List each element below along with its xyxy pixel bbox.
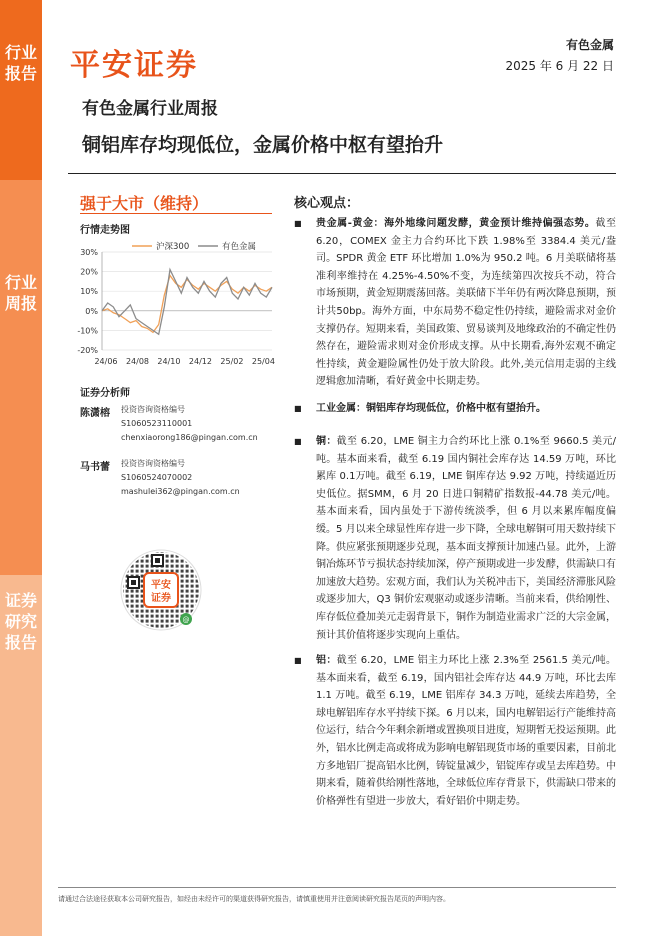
chart-series-line [102,276,272,333]
point-industrial-metals [316,400,616,418]
qr-logo-text: 平安 [151,580,171,591]
side-label-securities-research: 证券研究报告 [4,591,37,652]
footer-disclaimer: 请通过合法途径获取本公司研究报告，如经由未经许可的渠道获得研究报告，请慎重使用并注意阅读研究报告尾页的声明内容。 [58,895,450,903]
chart-y-ticks [77,248,98,355]
bullet-icon: ■ [294,656,302,665]
point-body: 截至 6.20，LME 铜主力合约环比上涨 0.1%至 9660.5 美元/吨。基本面来看，截至 6.19 国内铜社会库存达 14.59 万吨，环比累库 0.1万吨。截至 6.19，LME 铜库存达 9.92 万吨，持续逼近历史低位。据SMM，6 月 20 日进口铜精矿指数报-44.78 美元/吨。基本面来看，国内虽处于下游传统淡季，但 6 月以来累库幅度偏缓。5 月以来全球显性库存进一步下降，全球电解铜可用天数持续下降。供应紧张预期逐步兑现，基本面支撑预计加速凸显。此外，上游铜冶炼环节亏损状态持续加深，停产预期或进一步发酵，供需缺口有加速放大趋势。宏观方面，我们认为关税冲击下，美国经济滞胀风险或逐步加大，Q3 铜价宏观驱动或逐步清晰。当前来看，供给刚性、库存低位叠加美元走弱背景下，铜作为制造业需求广泛的大宗金属，预计其价值将逐步实现向上重估。 [316,436,616,641]
bullet-icon: ■ [294,219,302,228]
chart-x-tick-label: 24/08 [125,357,150,366]
point-head: 工业金属：铜铝库存均现低位，价格中枢有望抬升。 [316,403,546,414]
chart-y-tick-label: -20% [77,346,98,355]
point-aluminum [316,652,616,810]
title-divider [68,173,616,174]
point-copper [316,433,616,644]
chart-x-tick-label: 24/06 [94,357,118,366]
chart-legend-label: 有色金属 [222,242,257,252]
analyst-cert-no: S1060523110001 [121,419,193,428]
chart-x-tick-label: 24/10 [157,357,181,366]
point-head: 铜： [316,436,337,447]
chart-series-line [102,270,272,335]
chart-lines [102,270,272,335]
report-date: 2025 年 6 月 22 日 [505,59,614,73]
point-body: 截至 6.20，LME 铝主力环比上涨 2.3%至 2561.5 美元/吨。基本面来看，截至 6.19，国内铝社会库存达 44.9 万吨，环比去库 1.1 万吨。截至 6.19，LME 铝库存 34.3 万吨，延续去库趋势，全球电解铝库存水平持续下探。6 月以来，国内电解铝运行产能维持高位运行，结合今年剩余新增或置换项目进度，短期暂无投运预期。此外，铝水比例走高或将成为影响电解铝现货市场的重要因素，目前北方多地铝厂提高铝水比例，铸锭量减少，铝锭库存或呈去库趋势。中期来看，随着供给刚性落地，全球低位库存背景下，供需缺口带来的价格弹性有望进一步放大，看好铝价中期走势。 [316,655,616,807]
brand-logo: 平安证券 [70,48,198,83]
report-type: 有色金属行业周报 [82,99,218,119]
qr-logo-text: 证券 [151,593,171,604]
chart-x-tick-label: 25/02 [220,357,244,366]
side-label-industry-report: 行业报告 [4,43,37,83]
qr-code-icon [120,549,202,631]
core-views-title: 核心观点： [294,196,360,211]
chart-y-tick-label: 20% [80,267,98,277]
analyst-cert-no: S1060524070002 [121,473,193,482]
sector-name: 有色金属 [565,38,614,52]
chart-section-label: 行情走势图 [80,225,130,236]
analysts-label: 证券分析师 [80,388,130,399]
chart-gridlines [102,252,272,350]
point-head: 铝： [316,655,337,666]
chart-y-tick-label: 10% [80,287,98,297]
chart-y-tick-label: 0% [85,306,98,316]
analyst-info [121,457,240,499]
bullet-icon: ■ [294,404,302,413]
chart-legend-label: 沪深300 [156,242,190,252]
bullet-icon: ■ [294,437,302,446]
footer-divider [58,887,616,888]
chart-x-tick-label: 24/12 [188,357,212,366]
report-title: 铜铝库存均现低位，金属价格中枢有望抬升 [82,134,444,156]
chart-y-tick-label: -10% [77,326,98,336]
side-strip-middle [0,180,42,575]
svg-text:@: @ [182,616,190,624]
side-strip-top [0,0,42,180]
point-body: 截至6.20，COMEX 金主力合约环比下跌 1.98%至 3384.4 美元/盎司。SPDR 黄金 ETF 环比增加 1.0%为 950.2 吨。6 月美联储将基准利率维持在 4.25%-4.50%不变，为连续第四次按兵不动，符合市场预期，黄金短期震荡回落。美联储下半年仍有两次降息预期，预计共50bp。海外方面，中东局势不稳定性仍持续，避险需求对金价支撑仍存。短期来看，美国政策、贸易谈判及地缘政治的不确定性仍然存在，避险需求则对金价形成支撑。从中长期看,海外宏观不确定性持续，黄金避险属性仍处于放大阶段。此外,美元信用走弱的主线逻辑愈加清晰，看好黄金中长期走势。 [316,218,617,388]
analyst-cert-label: 投资咨询资格编号 [121,405,185,414]
chart-x-tick-label: 25/04 [251,357,275,366]
chart-legend [132,241,256,252]
analyst-info [121,403,258,445]
chart-y-tick-label: 30% [80,248,98,257]
side-label-industry-weekly: 行业周报 [4,273,37,313]
chart-x-ticks [94,357,274,366]
analyst-email[interactable]: chenxiaorong186@pingan.com.cn [121,433,258,442]
side-strip [0,0,42,936]
rating-underline [80,213,272,214]
analyst-name: 马书蕾 [80,462,110,473]
point-head: 贵金属-黄金：海外地缘问题发酵，黄金预计维持偏强态势。 [316,218,596,229]
analyst-email[interactable]: mashulei362@pingan.com.cn [121,487,240,496]
analyst-name: 陈潇榕 [80,408,110,419]
point-precious-metals [316,215,616,391]
analyst-cert-label: 投资咨询资格编号 [121,459,185,468]
market-trend-chart [76,238,276,370]
rating: 强于大市（维持） [80,194,209,213]
